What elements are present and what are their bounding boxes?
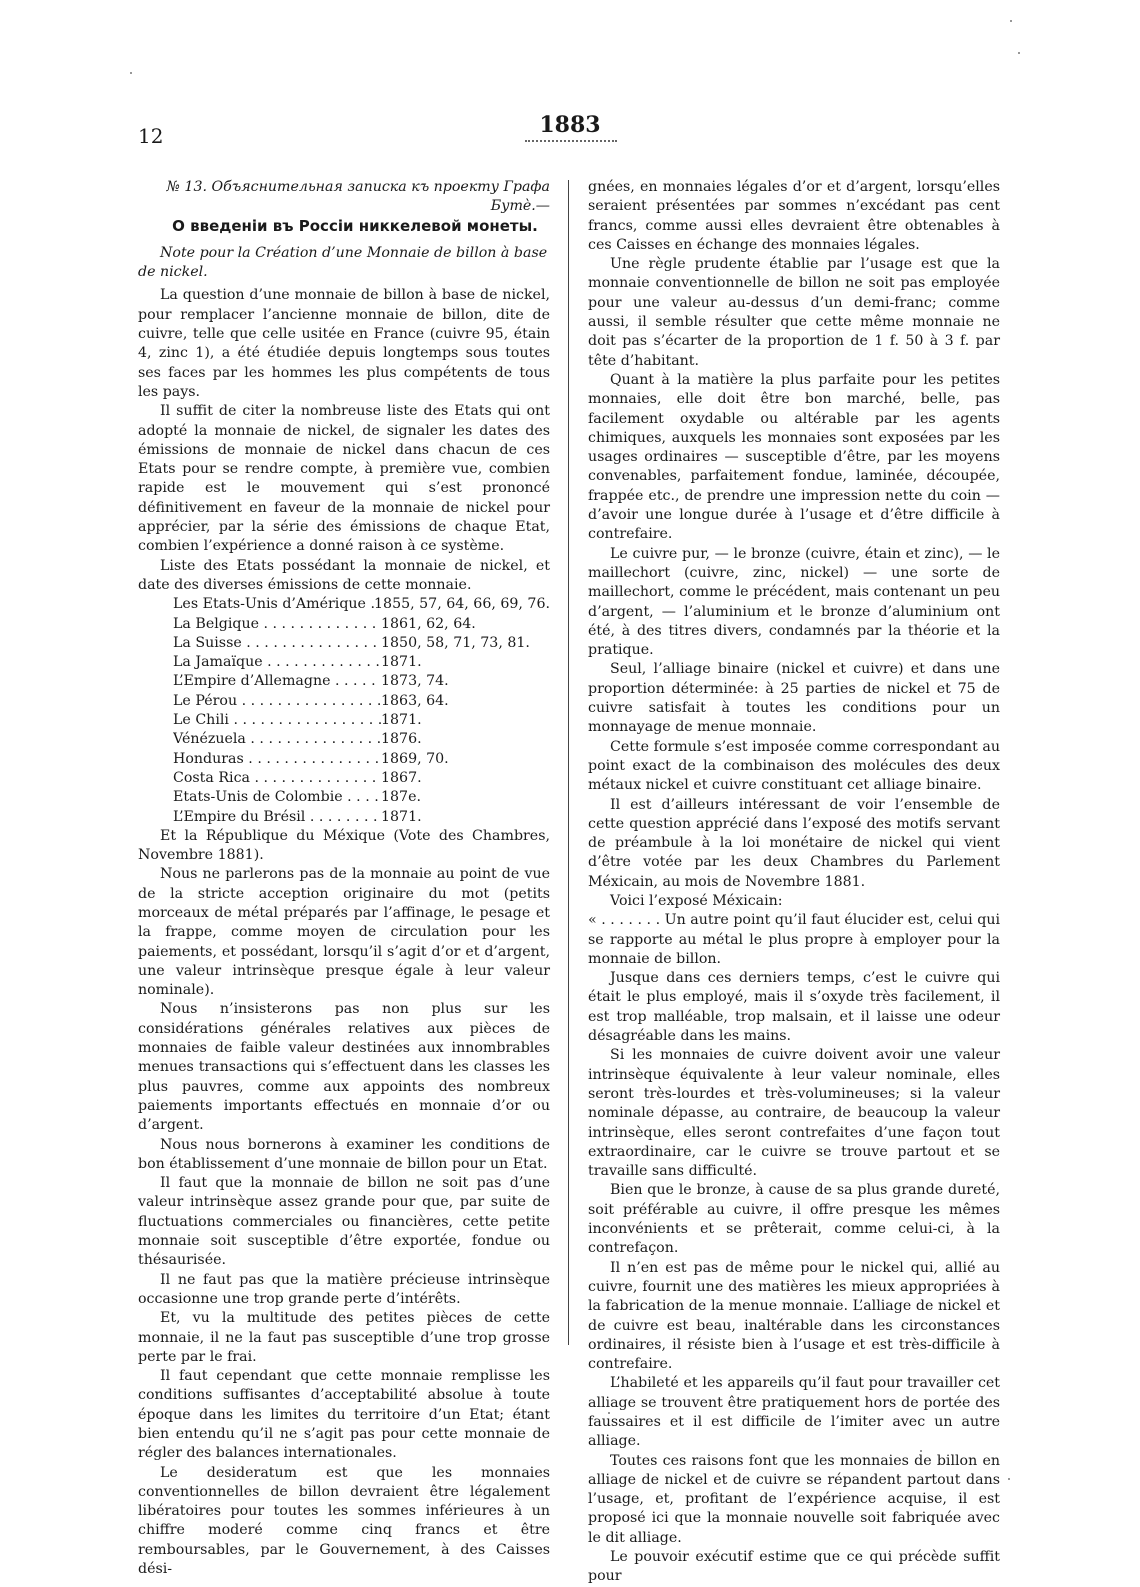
emission-years: 187e. [381, 789, 421, 806]
paragraph: Liste des Etats possédant la monnaie de nickel, et date des diverses émissions de cette monnaie. [138, 557, 550, 593]
scan-speck [920, 1450, 922, 1452]
paragraph: Nous nous bornerons à examiner les conditions de bon établissement d’une monnaie de billon pour un Etat. [138, 1136, 550, 1172]
list-item [173, 788, 550, 807]
emission-years: 1861, 62, 64. [381, 615, 476, 632]
paragraph: Il ne faut pas que la matière précieuse intrinsèque occasionne une trop grande perte d’intérêts. [138, 1271, 550, 1307]
paragraph: La question d’une monnaie de billon à base de nickel, pour remplacer l’ancienne monnaie de billon, dite de cuivre, telle que celle usitée en France (cuivre 95, étain 4, zinc 1), a été étudiée depuis longtemps sous toutes ses faces par les hommes les plus compétents de tous les pays. [138, 287, 550, 400]
country-name: L’Empire d’Allemagne . . . [173, 672, 381, 691]
emission-years: 1871. [381, 808, 422, 825]
emission-years: 1873, 74. [381, 673, 449, 690]
paragraph: Et la République du Méxique (Vote des Chambres, Novembre 1881). [138, 827, 550, 864]
document-title: О введеніи въ Россіи никкелевой монеты. [172, 216, 538, 235]
country-name: Les Etats-Unis d’Amérique . . . [173, 595, 374, 614]
list-item [173, 672, 550, 691]
country-name: Le Pérou . . . [173, 692, 381, 711]
paragraph: Bien que le bronze, à cause de sa plus grande dureté, soit préférable au cuivre, il offre presque les mêmes inconvénients et se prêterait, comme celui-ci, à la contrefaçon. [588, 1182, 1000, 1257]
right-column [588, 178, 1000, 1587]
country-name: La Jamaïque . . . [173, 653, 381, 672]
left-column [138, 178, 550, 1579]
paragraph: Une règle prudente établie par l’usage est que la monnaie conventionnelle de billon ne soit pas employée pour une valeur au-dessus d’un demi-franc; comme aussi, il semble résulter que cette même monnaie ne doit pas s’écarter de la proportion de 1 f. 50 à 3 f. par tête d’habitant. [588, 256, 1000, 369]
paragraph: Nous ne parlerons pas de la monnaie au point de vue de la stricte acception originaire du mot (petits morceaux de métal préparés par l’affinage, le pesage et la frappe, comme moyen de circulation pour les paiements, et possédant, lorsqu’il s’agit d’or et d’argent, une valeur intrinsèque presque égale à leur valeur nominale). [138, 866, 550, 999]
paragraph-continuation: gnées, en monnaies légales d’or et d’argent, lorsqu’elles seraient présentées par sommes n’excédant pas cent francs, comme aussi elles devraient être obtenables à ces Caisses en échange des monnaies légales. [588, 179, 1000, 253]
paragraph: Si les monnaies de cuivre doivent avoir une valeur intrinsèque équivalente à leur valeur nominale, elles seront très-lourdes et très-volumineuses; si la valeur nominale dépasse, au contraire, de beaucoup la valeur intrinsèque, elles seront contrefaites d’une façon tout extraordinaire, car le cuivre se trouve partout et se travaille sans difficulté. [588, 1047, 1000, 1180]
list-item [173, 750, 550, 769]
paragraph: L’habileté et les appareils qu’il faut pour travailler cet alliage se trouvent être pratiquement hors de portée des faussaires et il est difficile de l’imiter avec un autre alliage. [588, 1375, 1000, 1450]
scan-speck [1018, 52, 1020, 54]
paragraph: Il suffit de citer la nombreuse liste des Etats qui ont adopté la monnaie de nickel, de signaler les dates des émissions de monnaie de nickel dans chacun de ces Etats pour se rendre compte, à première vue, combien rapide est le mouvement qui s’est prononcé définitivement en faveur de la monnaie de nickel pour apprécier, par la série des émissions de chaque Etat, combien l’expérience a donné raison à ce système. [138, 403, 550, 555]
paragraph: « . . . . . . . Un autre point qu’il faut élucider est, celui qui se rapporte au métal le plus propre à employer pour la monnaie de billon. [588, 912, 1000, 967]
list-item [173, 808, 550, 827]
paragraph: Et, vu la multitude des petites pièces de cette monnaie, il ne la faut pas susceptible d’une trop grosse perte par le frai. [138, 1310, 550, 1365]
scan-speck [1010, 20, 1012, 22]
paragraph: Il n’en est pas de même pour le nickel qui, allié au cuivre, fournit une des matières les mieux appropriées à la fabrication de la menue monnaie. L’alliage de nickel et de cuivre est beau, inaltérable dans les circonstances ordinaires, il résiste bien à l’usage et est très-difficile à contrefaire. [588, 1259, 1000, 1373]
list-item [173, 653, 550, 672]
country-name: L’Empire du Brésil . . . [173, 808, 381, 827]
document-number: № 13. Объяснительная записка къ проекту Графа Бутè.— [166, 179, 550, 215]
paragraph: Le desideratum est que les monnaies conventionnelles de billon devraient être légalement libératoires pour toutes les sommes inférieures à un chiffre moderé comme cinq francs et être remboursables, par le Gouvernement, à des Caisses dési- [138, 1464, 550, 1578]
column-divider [568, 180, 569, 1345]
emission-years: 1863, 64. [381, 692, 449, 709]
scan-speck [130, 72, 132, 74]
country-name: La Belgique . . . [173, 615, 381, 634]
paragraph: Quant à la matière la plus parfaite pour les petites monnaies, elle doit être bon marché, belle, pas facilement oxydable ou altérable par les agents chimiques, auxquels les monnaies sont exposées par les usages ordinaires — susceptible d’être, par les moyens convenables, parfaitement fondue, laminée, découpée, frappée etc., de prendre une impression nette du coin — d’avoir une longue durée à l’usage et d’être difficile à contrefaire. [588, 371, 1000, 543]
scan-speck [1008, 1478, 1010, 1480]
list-item [173, 692, 550, 711]
paragraph: Voici l’exposé Méxicain: [610, 892, 783, 909]
list-item [173, 769, 550, 788]
scan-speck [608, 1412, 610, 1414]
note-title: Note pour la Création d’une Monnaie de billon à base de nickel. [138, 244, 548, 281]
year-underline [525, 140, 617, 142]
states-list [138, 595, 550, 827]
list-item [173, 615, 550, 634]
paragraph: Il faut que la monnaie de billon ne soit pas d’une valeur intrinsèque assez grande pour que, par suite de fluctuations commerciales ou financières, cette petite monnaie soit susceptible d’être exportée, fondue ou thésaurisée. [138, 1175, 550, 1269]
emission-years: 1871. [381, 712, 422, 729]
emission-years: 1850, 58, 71, 73, 81. [381, 634, 530, 651]
paragraph: Le cuivre pur, — le bronze (cuivre, étain et zinc), — le maillechort (cuivre, zinc, nickel) — une sorte de maillechort, comme le précédent, mais contenant un peu d’argent, — l’aluminium et le bronze d’aluminium ont été, à des titres divers, condamnés par la théorie et la pratique. [588, 545, 1000, 659]
country-name: Honduras . . . [173, 750, 381, 769]
paragraph: Seul, l’alliage binaire (nickel et cuivre) et dans une proportion déterminée: à 25 parties de nickel et 75 de cuivre satisfait à toutes les conditions pour un monnayage de menue monnaie. [588, 661, 1000, 736]
paragraph: Il est d’ailleurs intéressant de voir l’ensemble de cette question apprécié dans l’exposé des motifs servant de préambule à la loi monétaire de nickel qui vient d’être votée par les deux Chambres du Parlement Méxicain, au mois de Novembre 1881. [588, 796, 1000, 890]
country-name: Vénézuela . . . [173, 730, 381, 749]
list-item [173, 711, 550, 730]
emission-years: 1871. [381, 654, 422, 671]
emission-years: 1867. [381, 769, 422, 786]
page-number: 12 [138, 124, 164, 148]
paragraph: Le pouvoir exécutif estime que ce qui précède suffit pour [588, 1549, 1000, 1585]
emission-years: 1876. [381, 731, 422, 748]
list-item [173, 595, 550, 614]
list-item [173, 730, 550, 749]
emission-years: 1855, 57, 64, 66, 69, 76. [374, 596, 550, 613]
paragraph: Il faut cependant que cette monnaie remplisse les conditions suffisantes d’acceptabilité absolue à toute époque dans les limites du territoire d’un Etat; étant bien entendu qu’il ne s’agit pas pour cette monnaie de régler des balances internationales. [138, 1368, 550, 1462]
paragraph: Jusque dans ces derniers temps, c’est le cuivre qui était le plus employé, mais il s’oxyde très facilement, il est trop malléable, trop malsain, et il laisse une odeur désagréable dans les mains. [588, 970, 1000, 1045]
country-name: Costa Rica . . . [173, 769, 381, 788]
emission-years: 1869, 70. [381, 750, 449, 767]
country-name: Etats-Unis de Colombie . . . [173, 788, 381, 807]
year-heading: 1883 [539, 112, 601, 138]
paragraph: Cette formule s’est imposée comme correspondant au point exact de la combinaison des molécules des deux métaux nickel et cuivre constituant cet alliage binaire. [588, 738, 1000, 794]
paragraph: Nous n’insisterons pas non plus sur les considérations générales relatives aux pièces de monnaies de faible valeur destinées aux innombrables menues transactions qui s’effectuent dans les classes les plus pauvres, comme aux appoints des nombreux paiements importants effectués en monnaie d’or ou d’argent. [138, 1001, 550, 1134]
paragraph: Toutes ces raisons font que les monnaies de billon en alliage de nickel et de cuivre se répandent partout dans l’usage, et, profitant de l’expérience acquise, il est proposé ici que la monnaie nouvelle soit fabriquée avec le dit alliage. [588, 1452, 1000, 1546]
country-name: Le Chili . . . [173, 711, 381, 730]
list-item [173, 634, 550, 653]
country-name: La Suisse . . . [173, 634, 381, 653]
